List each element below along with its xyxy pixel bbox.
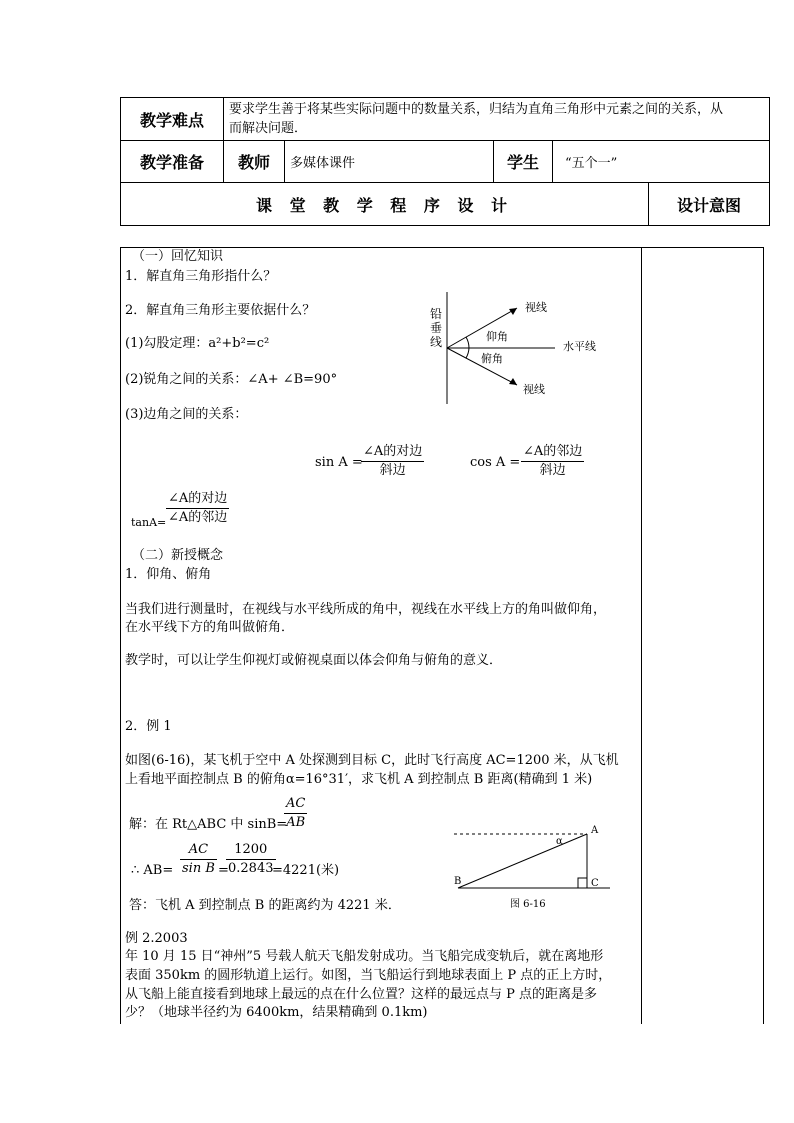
- plumb-char-2: 垂: [430, 321, 443, 335]
- prep-label-cell: [121, 141, 224, 183]
- review-heading: （一）回忆知识: [132, 249, 224, 264]
- example2-line2: 表面 350km 的圆形轨道上运行。如图，当飞船运行到地球表面上 P 点的正上方时，: [125, 968, 612, 983]
- example2-title: 例 2.2003: [125, 931, 188, 946]
- example1-answer: 答：飞机 A 到控制点 B 的距离约为 4221 米．: [129, 898, 401, 913]
- content-divider: [641, 247, 642, 1024]
- concept-item1: 1．仰角、俯角: [125, 567, 212, 582]
- example1-line1: 如图(6-16)，某飞机于空中 A 处探测到目标 C，此时飞行高度 AC=1200 米，从飞机: [125, 753, 619, 768]
- review-sides: (3)边角之间的关系：: [125, 407, 248, 422]
- difficulty-text-line2: 而解决问题．: [229, 121, 308, 136]
- solution-sin-fraction: [284, 795, 307, 832]
- plumb-char-1: 铅: [430, 307, 443, 321]
- ab-fraction-1-denominator: sin B: [182, 861, 215, 876]
- cos-fraction: [521, 443, 584, 480]
- definition-line2: 在水平线下方的角叫做俯角．: [125, 620, 295, 635]
- side-ab: [458, 834, 587, 888]
- depression-arc: [466, 348, 469, 358]
- example1-title: 2．例 1: [125, 719, 172, 734]
- student-value: “五个一”: [565, 156, 618, 171]
- student-label-cell: [494, 141, 553, 183]
- triangle-label-b: B: [454, 876, 462, 887]
- review-q2: 2．解直角三角形主要依据什么？: [125, 303, 316, 318]
- ab-equals: =: [218, 863, 229, 878]
- solution-sin-denominator: AB: [284, 813, 307, 832]
- example2-line4: 少？（地球半径约为 6400km，结果精确到 0.1km): [125, 1005, 428, 1020]
- student-value-cell: [553, 141, 770, 183]
- plumb-label: [430, 307, 444, 349]
- ab-fraction-2: [226, 841, 276, 878]
- header-table: [120, 97, 770, 226]
- new-concept-heading: （二）新授概念: [132, 548, 224, 563]
- difficulty-text-cell: [224, 98, 770, 141]
- difficulty-text-line1: 要求学生善于将某些实际问题中的数量关系，归结为直角三角形中元素之间的关系，从: [229, 102, 724, 117]
- tan-numerator: ∠A的对边: [168, 491, 228, 506]
- review-q1: 1．解直角三角形指什么？: [125, 269, 277, 284]
- tan-denominator: ∠A的邻边: [168, 510, 228, 525]
- student-label: 学生: [506, 153, 539, 172]
- cos-numerator: ∠A的邻边: [523, 444, 583, 459]
- sight-up-label: 视线: [525, 301, 547, 314]
- example2-line1: 年 10 月 15 日“神州”5 号载人航天飞船发射成功。当飞船完成变轨后，就在离地形: [125, 949, 604, 964]
- horizontal-label: 水平线: [563, 340, 596, 353]
- teacher-label: 教师: [237, 153, 270, 172]
- figure-caption: 图 6-16: [510, 899, 546, 910]
- intent-title-cell: [649, 183, 770, 226]
- sin-numerator: ∠A的对边: [363, 444, 423, 459]
- solution-sin-numerator: AC: [286, 796, 306, 811]
- teacher-label-cell: [224, 141, 285, 183]
- ab-fraction-1-numerator: AC: [188, 842, 209, 857]
- right-angle-mark: [578, 878, 587, 888]
- sin-fraction: [361, 443, 424, 480]
- elevation-label: 仰角: [486, 330, 508, 343]
- teaching-note: 教学时，可以让学生仰视灯或俯视桌面以体会仰角与俯角的意义．: [125, 653, 503, 668]
- review-pythagoras: (1)勾股定理：a²+b²=c²: [125, 336, 270, 351]
- design-title: 课 堂 教 学 程 序 设 计: [256, 195, 513, 215]
- sin-prefix: sin A =: [315, 455, 363, 470]
- prep-label: 教学准备: [139, 153, 204, 172]
- solution-prefix: 解：在 Rt△ABC 中 sinB=: [129, 817, 288, 832]
- ab-fraction-2-denominator: 0.2843: [228, 861, 274, 876]
- intent-title: 设计意图: [676, 195, 741, 215]
- teacher-value: 多媒体课件: [290, 156, 356, 171]
- ab-result: =4221(米): [272, 863, 340, 878]
- review-angles: (2)锐角之间的关系：∠A+ ∠B=90°: [125, 372, 338, 387]
- ab-prefix: ∴ AB=: [131, 863, 174, 878]
- example2-line3: 从飞船上能直接看到地球上最远的点在什么位置？这样的最远点与 P 点的距离是多: [125, 987, 598, 1002]
- elevation-arc: [466, 337, 469, 348]
- tan-prefix: tanA=: [131, 516, 167, 529]
- triangle-label-a: A: [591, 825, 599, 836]
- triangle-label-alpha: α: [556, 836, 563, 847]
- plumb-char-3: 线: [430, 335, 443, 349]
- tan-fraction: [166, 490, 229, 527]
- sight-down-label: 视线: [523, 383, 545, 396]
- ab-fraction-1: [180, 841, 217, 878]
- depression-label: 俯角: [481, 352, 503, 365]
- cos-denominator: 斜边: [521, 461, 584, 480]
- definition-line1: 当我们进行测量时，在视线与水平线所成的角中，视线在水平线上方的角叫做仰角，: [125, 602, 607, 617]
- sin-denominator: 斜边: [361, 461, 424, 480]
- triangle-label-c: C: [591, 878, 599, 889]
- design-title-cell: [121, 183, 649, 226]
- difficulty-label-cell: [121, 98, 224, 141]
- difficulty-label: 教学难点: [139, 110, 204, 130]
- example1-line2: 上看地平面控制点 B 的俯角α=16°31′，求飞机 A 到控制点 B 距离(精确到 1 米): [125, 772, 593, 787]
- cos-prefix: cos A =: [470, 455, 521, 470]
- teacher-value-cell: [285, 141, 494, 183]
- ab-fraction-2-numerator: 1200: [234, 842, 268, 857]
